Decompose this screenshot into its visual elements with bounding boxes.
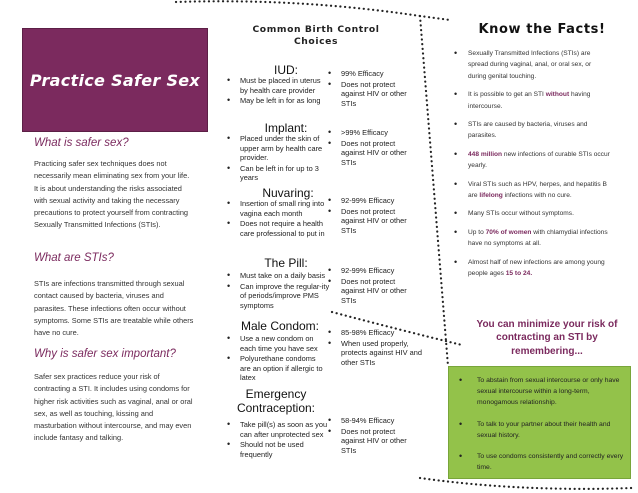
list-item: • Polyurethane condoms are an option if allergic to latex [226, 354, 328, 383]
list-item: • It is possible to get an STI without having intercourse. [452, 89, 610, 112]
method-facts-iud [226, 76, 328, 107]
main-title: Practice Safer Sex [29, 70, 201, 90]
paragraph-what-is-safer-sex: Practicing safer sex techniques does not necessarily mean eliminating sex from your life. It is about understanding the risks associated with sexual activity and taking the necessary precautions to protect yourself from contracting Sexually Transmitted Infections (STIs). [34, 159, 190, 230]
list-item: • Take pill(s) as soon as you can after unprotected sex [226, 420, 328, 439]
method-title-iud: IUD: [274, 63, 298, 77]
method-title-nuvaring: Nuvaring: [262, 186, 314, 200]
method-efficacy-iud [327, 69, 419, 109]
method-efficacy-emergency-contraception [327, 416, 419, 456]
list-item: • Viral STIs such as HPV, herpes, and hepatitis B are lifelong infections with no cure. [452, 179, 610, 202]
method-efficacy-implant [327, 128, 419, 168]
list-item: • Should not be used frequently [226, 440, 328, 459]
list-item: • Must be placed in uterus by health care provider [226, 76, 328, 95]
list-item: • 92-99% Efficacy [327, 196, 419, 206]
list-item: • Can improve the regular-ity of periods/improve PMS symptoms [226, 282, 330, 311]
list-item: • 448 million new infections of curable STIs occur yearly. [452, 149, 610, 172]
list-item: • 58-94% Efficacy [327, 416, 419, 426]
list-item: • To use condoms consistently and correctly every time. [457, 451, 625, 473]
method-facts-implant [226, 134, 328, 184]
list-item: • 92-99% Efficacy [327, 266, 419, 276]
tips-box [448, 366, 631, 479]
list-item: • Can be left in for up to 3 years [226, 164, 328, 183]
heading-why-important: Why is safer sex important? [34, 348, 176, 360]
method-facts-pill [226, 271, 330, 311]
list-item: • Does not protect against HIV or other STIs [327, 207, 419, 236]
list-item: • 85-98% Efficacy [327, 328, 423, 338]
list-item: • STIs are caused by bacteria, viruses and parasites. [452, 119, 610, 142]
method-facts-nuvaring [226, 199, 328, 239]
know-the-facts-title: Know the Facts! [478, 22, 606, 37]
method-title-male-condom: Male Condom: [240, 319, 320, 333]
list-item: • Almost half of new infections are among young people ages 15 to 24. [452, 257, 610, 280]
list-item: • Must take on a daily basis [226, 271, 330, 281]
list-item: • When used properly, protects against HIV and other STIs [327, 339, 423, 368]
facts-list [452, 48, 610, 287]
method-title-implant: Implant: [264, 121, 308, 135]
method-facts-emergency-contraception [226, 420, 328, 460]
tips-list [457, 375, 625, 483]
list-item: • Does not protect against HIV or other STIs [327, 277, 419, 306]
method-efficacy-nuvaring [327, 196, 419, 236]
list-item: • Does not require a health care professional to put in [226, 219, 328, 238]
minimize-risk-heading: You can minimize your risk of contracting an STI by remembering... [476, 319, 618, 357]
list-item: • To abstain from sexual intercourse or only have sexual intercourse within a long-term, monogamous relationship. [457, 375, 625, 409]
method-efficacy-male-condom [327, 328, 423, 368]
list-item: • Does not protect against HIV or other STIs [327, 427, 419, 456]
method-facts-male-condom [226, 334, 328, 384]
heading-what-are-stis: What are STIs? [34, 252, 114, 264]
list-item: • 99% Efficacy [327, 69, 419, 79]
list-item: • May be left in for as long [226, 96, 328, 106]
list-item: • To talk to your partner about their health and sexual history. [457, 419, 625, 441]
list-item: • Does not protect against HIV or other STIs [327, 80, 419, 109]
list-item: • Insertion of small ring into vagina each month [226, 199, 328, 218]
method-title-emergency-contraception: Emergency Contraception: [236, 387, 316, 415]
paragraph-why-important: Safer sex practices reduce your risk of contracting a STI. It includes using condoms for higher risk activities such as vaginal, anal or oral sex, as well as touching, kissing and masturbation without intercourse, and may even include fantasy and talking. [34, 372, 193, 443]
paragraph-what-are-stis: STIs are infections transmitted through sexual contact caused by bacteria, viruses and parasites. These infections often occur without symptoms. Some STIs are treatable while others have no cure. [34, 279, 194, 338]
list-item: • Does not protect against HIV or other STIs [327, 139, 419, 168]
list-item: • Placed under the skin of upper arm by health care provider. [226, 134, 328, 163]
birth-control-title: Common Birth Control Choices [252, 24, 380, 47]
list-item: • Use a new condom on each time you have sex [226, 334, 328, 353]
method-title-pill: The Pill: [264, 256, 308, 270]
list-item: • Sexually Transmitted Infections (STIs) are spread during vaginal, anal, or oral sex, or during genital touching. [452, 48, 610, 82]
list-item: • Many STIs occur without symptoms. [452, 208, 610, 219]
list-item: • >99% Efficacy [327, 128, 419, 138]
title-banner [22, 28, 208, 132]
heading-what-is-safer-sex: What is safer sex? [34, 137, 129, 149]
method-efficacy-pill [327, 266, 419, 306]
list-item: • Up to 70% of women with chlamydial infections have no symptoms at all. [452, 227, 610, 250]
